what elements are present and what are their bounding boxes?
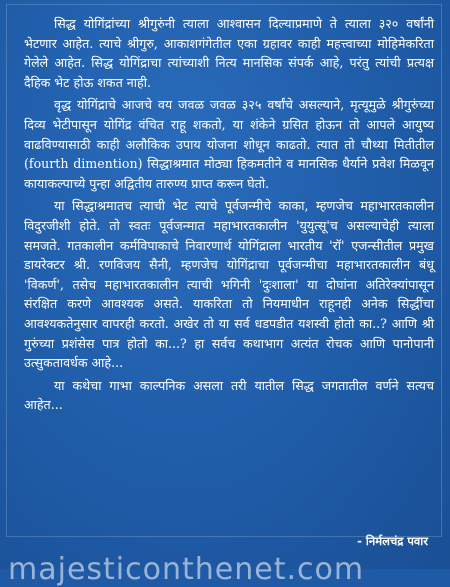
blurb-text: [24, 14, 434, 418]
blurb-paragraph-1: सिद्ध योगिंद्रांच्या श्रीगुरुंनी त्याला आश्वासन दिल्याप्रमाणे ते त्याला ३२० वर्षांनी भेटणार आहेत. त्याचे श्रीगुरु, आकाशगंगेतील एका ग्रहावर काही महत्त्वाच्या मोहिमेकरिता गेलेले आहेत. सिद्ध योगिंद्राचा त्यांच्याशी नित्य मानसिक संपर्क आहे, परंतु त्यांची प्रत्यक्ष दैहिक भेट होऊ शकत नाही.: [24, 16, 434, 90]
blurb-paragraph-4: या कथेचा गाभा काल्पनिक असला तरी यातील सिद्ध जगतातील वर्णने सत्यच आहेत...: [24, 377, 434, 413]
blurb-paragraph-3: या सिद्धाश्रमातच त्याची भेट त्याचे पूर्वजन्मीचे काका, म्हणजेच महाभारतकालीन विदुरजीशी होते. तो स्वतः पूर्वजन्मात महाभारतकालीन 'युयुत्सू'च असल्याचेही त्याला समजते. गतकालीन कर्मविपाकाचे निवारणार्थ योगिंद्राला भारतीय 'रॉ' एजन्सीतील प्रमुख डायरेक्टर श्री. रणविजय सैनी, म्हणजेच योगिंद्राचा पूर्वजन्मीचा महाभारतकालीन बंधू 'विकर्ण', तसेच महाभारतकालीन त्याची भगिनी 'दुःशाला' या दोघांना अतिरेक्यांपासून संरक्षित करणे आवश्यक असते. याकरिता तो नियमाधीन राहूनही अनेक सिद्धींचा आवश्यकतेनुसार वापरही करतो. अखेर तो या सर्व धडपडीत यशस्वी होतो का..? आणि श्री गुरुंच्या प्रशंसेस पात्र होतो का...? हा सर्वच कथाभाग अत्यंत रोचक आणि पानोपानी उत्सुकतावर्धक आहे...: [24, 198, 434, 371]
blurb-paragraph-2: वृद्ध योगिंद्राचे आजचे वय जवळ जवळ ३२५ वर्षांचे असल्याने, मृत्यूमुळे श्रीगुरुंच्या दिव्य भेटीपासून योगिंद्र वंचित राहू शकतो, या शंकेने ग्रसित होऊन तो आपले आयुष्य वाढविण्यासाठी काही अलौकिक उपाय योजना शोधून काढतो. त्यात तो चौथ्या मितीतील (fourth dimention) सिद्धाश्रमात मोठ्या हिकमतीने व मानसिक धैर्याने प्रवेश मिळवून कायाकल्पाच्ये पुन्हा अद्वितीय तारुण्य प्राप्त करून घेतो.: [24, 97, 434, 191]
site-watermark: majesticonthenet.com: [8, 552, 365, 587]
author-signature: - निर्मलचंद्र पवार: [357, 534, 428, 548]
